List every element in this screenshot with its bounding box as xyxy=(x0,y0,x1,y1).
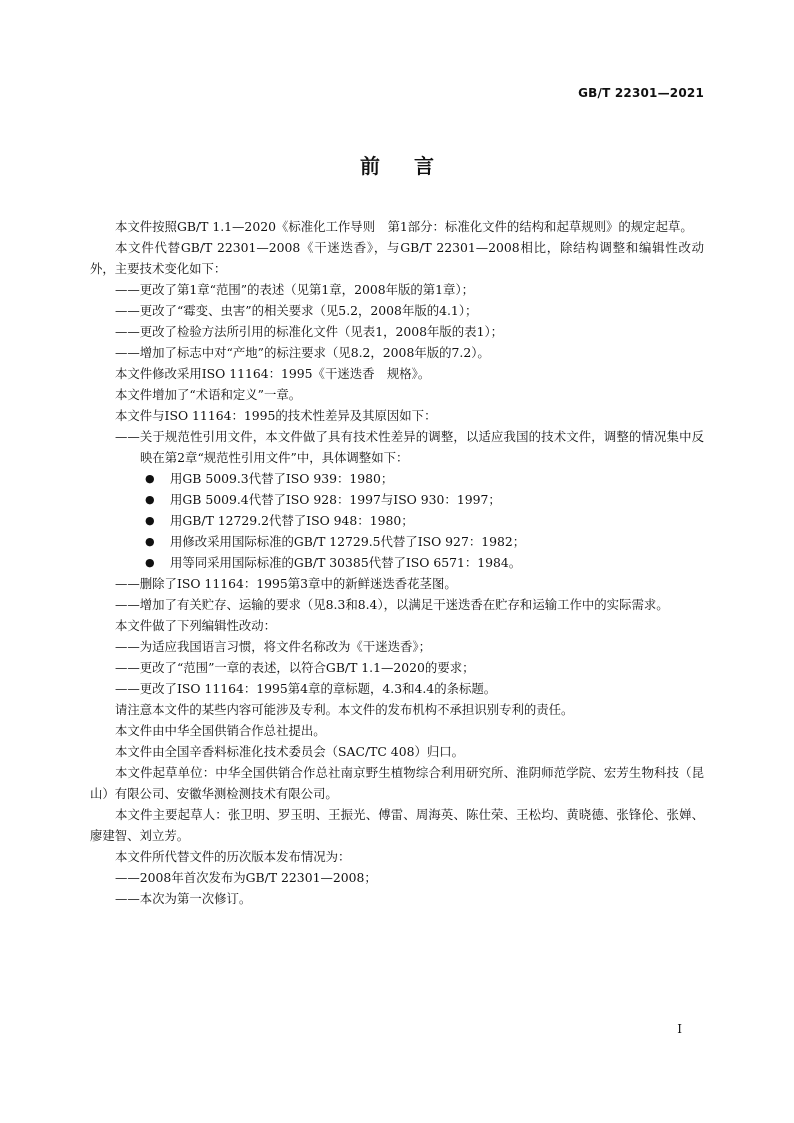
bullet-text: 用等同采用国际标准的GB/T 30385代替了ISO 6571：1984。 xyxy=(170,555,522,570)
page-title: 前言 xyxy=(360,154,468,178)
dash-list-item: ——增加了有关贮存、运输的要求（见8.3和8.4），以满足干迷迭香在贮存和运输工作中的实际需求。 xyxy=(115,597,669,612)
bullet-item xyxy=(90,552,704,573)
dash-list-item: ——更改了第1章“范围”的表述（见第1章，2008年版的第1章）； xyxy=(115,282,475,297)
paragraph: 本文件与ISO 11164：1995的技术性差异及其原因如下： xyxy=(115,408,437,423)
paragraph: 本文件做了下列编辑性改动： xyxy=(115,618,277,633)
bullet-item xyxy=(90,531,704,552)
standard-code: GB/T 22301—2021 xyxy=(578,86,704,100)
dash-list-item: ——更改了检验方法所引用的标准化文件（见表1，2008年版的表1）； xyxy=(115,324,504,339)
page-number: I xyxy=(677,1022,682,1036)
paragraph: 本文件增加了“术语和定义”一章。 xyxy=(115,387,302,402)
document-body xyxy=(90,216,704,909)
dash-list-item: ——2008年首次发布为GB/T 22301—2008； xyxy=(115,870,377,885)
paragraph: 本文件由全国辛香料标准化技术委员会（SAC/TC 408）归口。 xyxy=(115,744,465,759)
paragraph: 本文件由中华全国供销合作总社提出。 xyxy=(115,723,326,738)
bullet-text: 用修改采用国际标准的GB/T 12729.5代替了ISO 927：1982； xyxy=(170,534,526,549)
dash-list-item: ——删除了ISO 11164：1995第3章中的新鲜迷迭香花茎图。 xyxy=(115,576,457,591)
paragraph: 本文件起草单位：中华全国供销合作总社南京野生植物综合利用研究所、淮阴师范学院、宏芳生物科技（昆山）有限公司、安徽华测检测技术有限公司。 xyxy=(90,765,704,801)
bullet-text: 用GB 5009.3代替了ISO 939：1980； xyxy=(170,471,394,486)
dash-list-item: ——关于规范性引用文件，本文件做了具有技术性差异的调整，以适应我国的技术文件，调整的情况集中反映在第2章“规范性引用文件”中，具体调整如下： xyxy=(115,429,704,465)
bullet-item xyxy=(90,489,704,510)
paragraph: 本文件按照GB/T 1.1—2020《标准化工作导则 第1部分：标准化文件的结构和起草规则》的规定起草。 xyxy=(115,219,693,234)
paragraph: 本文件所代替文件的历次版本发布情况为： xyxy=(115,849,351,864)
bullet-icon: ● xyxy=(145,493,155,506)
bullet-icon: ● xyxy=(145,514,155,527)
bullet-icon: ● xyxy=(145,535,155,548)
dash-list-item: ——为适应我国语言习惯，将文件名称改为《干迷迭香》； xyxy=(115,639,431,654)
bullet-text: 用GB/T 12729.2代替了ISO 948：1980； xyxy=(170,513,414,528)
bullet-item xyxy=(90,468,704,489)
dash-list-item: ——更改了“范围”一章的表述，以符合GB/T 1.1—2020的要求； xyxy=(115,660,475,675)
paragraph: 本文件主要起草人：张卫明、罗玉明、王振光、傅雷、周海英、陈仕荣、王松均、黄晓德、张锋伦、张婵、廖建智、刘立芳。 xyxy=(90,807,704,843)
paragraph: 本文件修改采用ISO 11164：1995《干迷迭香 规格》。 xyxy=(115,366,431,381)
bullet-icon: ● xyxy=(145,556,155,569)
paragraph: 本文件代替GB/T 22301—2008《干迷迭香》，与GB/T 22301—2008相比，除结构调整和编辑性改动外，主要技术变化如下： xyxy=(90,240,704,276)
bullet-item xyxy=(90,510,704,531)
bullet-icon: ● xyxy=(145,472,155,485)
dash-list-item: ——更改了ISO 11164：1995第4章的章标题，4.3和4.4的条标题。 xyxy=(115,681,497,696)
bullet-text: 用GB 5009.4代替了ISO 928：1997与ISO 930：1997； xyxy=(170,492,501,507)
paragraph: 请注意本文件的某些内容可能涉及专利。本文件的发布机构不承担识别专利的责任。 xyxy=(115,702,574,717)
dash-list-item: ——更改了“霉变、虫害”的相关要求（见5.2，2008年版的4.1）； xyxy=(115,303,478,318)
dash-list-item: ——本次为第一次修订。 xyxy=(115,891,252,906)
dash-list-item: ——增加了标志中对“产地”的标注要求（见8.2，2008年版的7.2）。 xyxy=(115,345,490,360)
